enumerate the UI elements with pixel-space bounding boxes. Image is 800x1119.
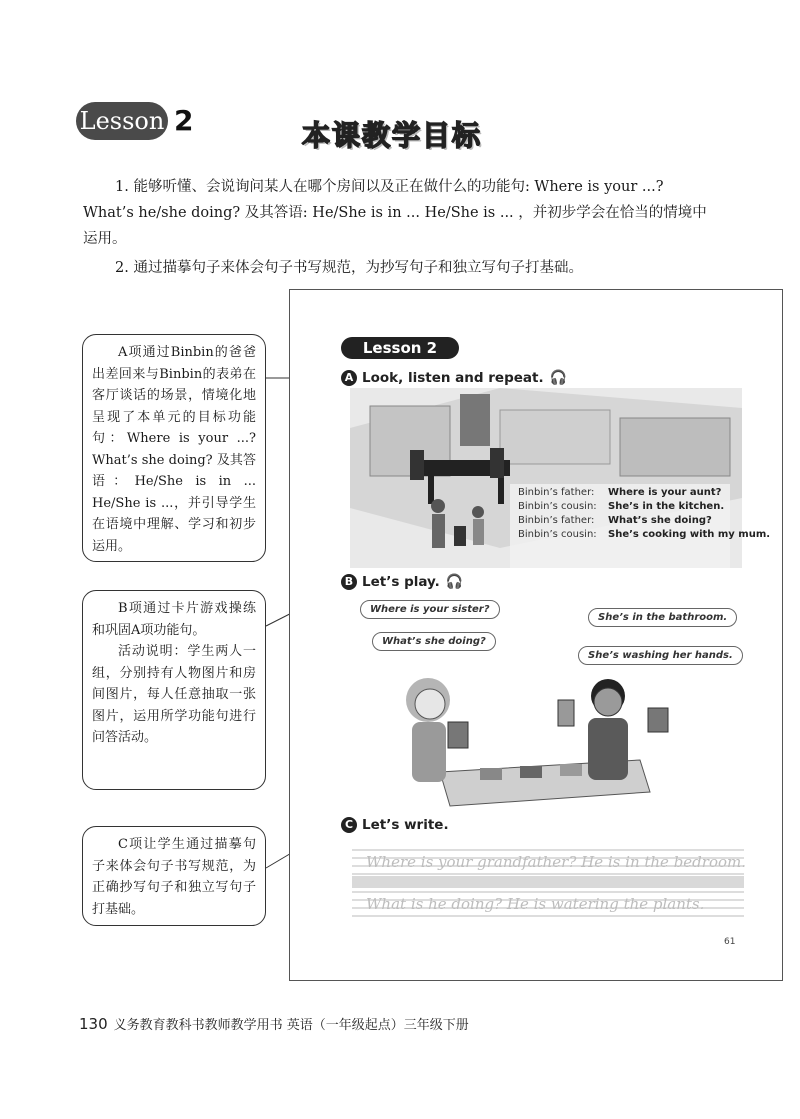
dialogue-box — [518, 486, 770, 542]
note-b-text: B项通过卡片游戏操练和巩固A项功能句。 — [92, 601, 256, 638]
dialogue-row — [518, 500, 770, 514]
objectives-title: 本课教学目标 — [302, 119, 483, 152]
textbook-lesson-badge: Lesson 2 — [341, 337, 459, 359]
note-section-a — [82, 334, 266, 562]
lesson-number: 2 — [174, 104, 194, 137]
line: Where is your aunt? — [608, 487, 722, 498]
section-b-letter: B — [341, 574, 357, 590]
line: She’s in the kitchen. — [608, 501, 725, 512]
dialogue-row — [518, 514, 770, 528]
dialogue-row — [518, 486, 770, 500]
trace-sentence-2: What is he doing? He is watering the plants. — [366, 895, 705, 913]
speaker: Binbin’s father: — [518, 487, 595, 498]
section-b-heading — [341, 574, 463, 590]
speech-bubble: She’s washing her hands. — [578, 646, 743, 665]
line: She’s cooking with my mum. — [608, 529, 771, 540]
section-a-heading — [341, 370, 567, 386]
section-b-title: Let’s play. — [362, 574, 440, 590]
speaker: Binbin’s father: — [518, 515, 595, 526]
kids-playing-illustration — [350, 660, 742, 808]
page-footer — [79, 1014, 469, 1033]
speech-bubble: What’s she doing? — [372, 632, 496, 651]
section-c-title: Let’s write. — [362, 817, 449, 833]
speech-bubble: Where is your sister? — [360, 600, 500, 619]
section-a-title: Look, listen and repeat. — [362, 370, 544, 386]
note-b-activity: 活动说明：学生两人一组，分别持有人物图片和房间图片，每人任意抽取一张图片，运用所学功能句进行问答活动。 — [92, 644, 256, 745]
section-c-letter: C — [341, 817, 357, 833]
note-section-c — [82, 826, 266, 926]
note-a-text: A项通过Binbin的爸爸出差回来与Binbin的表弟在客厅谈话的场景，情境化地呈现了本单元的目标功能句：Where is your ...? What’s she doing? 及其答语：He/She is in ... He/She is ...，并引导学生在语境中理解、学习和初步运用。 — [92, 345, 256, 554]
objective-2: 2. 通过描摹句子来体会句子书写规范，为抄写句子和独立写句子打基础。 — [115, 260, 583, 276]
headphones-icon: 🎧 — [549, 370, 568, 386]
footer-page-number: 130 — [79, 1015, 108, 1033]
speech-bubble: She’s in the bathroom. — [588, 608, 737, 627]
section-a-letter: A — [341, 370, 357, 386]
section-c-heading — [341, 817, 449, 833]
footer-book-title: 义务教育教科书教师教学用书 英语（一年级起点）三年级下册 — [113, 1018, 469, 1033]
line: What’s she doing? — [608, 515, 712, 526]
note-c-text: C项让学生通过描摹句子来体会句子书写规范，为正确抄写句子和独立写句子打基础。 — [92, 837, 256, 917]
note-section-b — [82, 590, 266, 790]
speaker: Binbin’s cousin: — [518, 501, 597, 512]
lesson-badge: Lesson — [76, 102, 168, 140]
headphones-icon: 🎧 — [445, 574, 464, 590]
textbook-page-number: 61 — [724, 937, 736, 947]
speaker: Binbin’s cousin: — [518, 529, 597, 540]
objective-1: 1. 能够听懂、会说询问某人在哪个房间以及正在做什么的功能句: Where is your ...? What’s he/she doing? 及其答语: He/She is in ... He/She is ... ，并初步学会在恰当的情境中运用。 — [83, 179, 707, 247]
trace-sentence-1: Where is your grandfather? He is in the bedroom. — [366, 853, 747, 871]
dialogue-row — [518, 528, 770, 542]
